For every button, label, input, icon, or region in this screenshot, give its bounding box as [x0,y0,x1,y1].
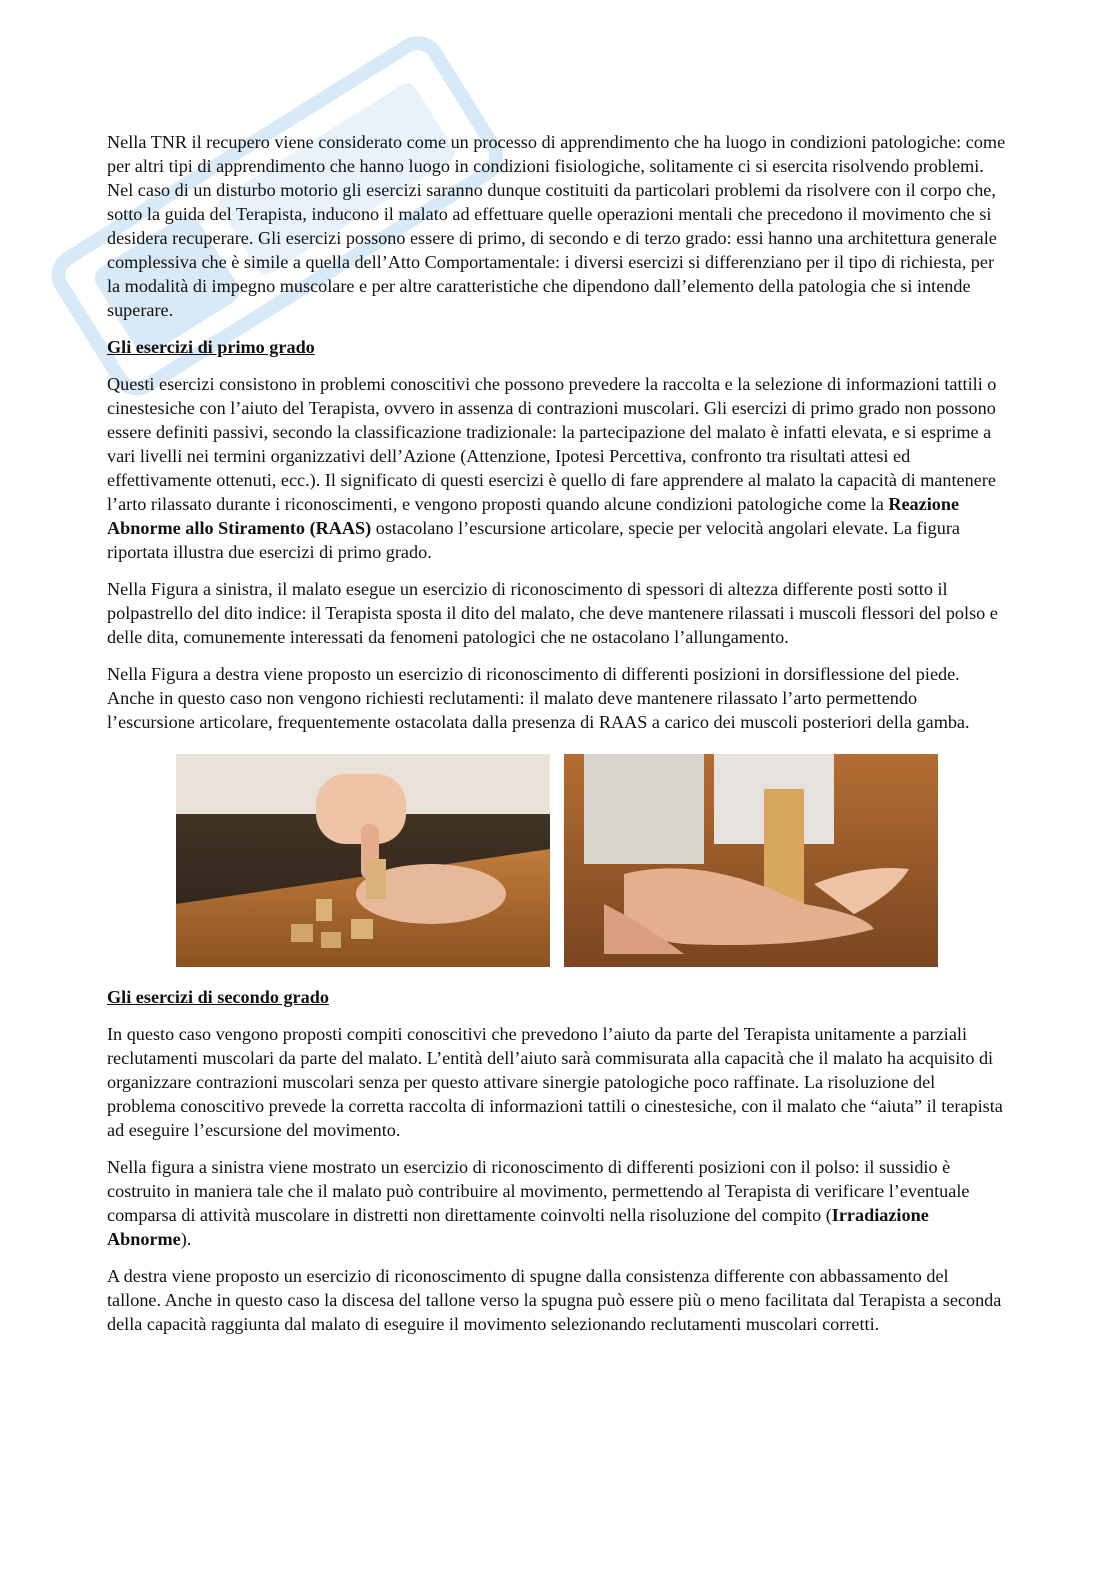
primo-grado-paragraph-1 [107,372,1007,564]
primo-grado-paragraph-2: Nella Figura a sinistra, il malato esegue un esercizio di riconoscimento di spessori di altezza differente posti sotto il polpastrello del dito indice: il Terapista sposta il dito del malato, che deve mantenere rilassati i muscoli flessori del polso e delle dita, comunemente interessati da fenomeni patologici che ne ostacolano l’allungamento. [107,579,998,647]
intro-paragraph: Nella TNR il recupero viene considerato come un processo di apprendimento che ha luogo in condizioni patologiche: come per altri tipi di apprendimento che hanno luogo in condizioni fisiologiche, solitamente ci si esercita risolvendo problemi. Nel caso di un disturbo motorio gli esercizi saranno dunque costituiti da particolari problemi da risolvere con il corpo che, sotto la guida del Terapista, inducono il malato ad effettuare quelle operazioni mentali che precedono il movimento che si desidera recuperare. Gli esercizi possono essere di primo, di secondo e di terzo grado: essi hanno una architettura generale complessiva che è simile a quella dell’Atto Comportamentale: i diversi esercizi si differenziano per il tipo di richiesta, per la modalità di impegno muscolare e per altre caratteristiche che dipendono dall’elemento della patologia che si intende superare. [107,132,1006,320]
figure-left-finger-exercise [176,754,550,967]
raas-term: Reazione Abnorme allo Stiramento (RAAS) [107,494,960,538]
document-page [107,130,1007,1349]
secondo-grado-p2-text-b: ). [180,1229,192,1249]
primo-grado-paragraph-3: Nella Figura a destra viene proposto un esercizio di riconoscimento di differenti posizioni in dorsiflessione del piede. Anche in questo caso non vengono richiesti reclutamenti: il malato deve mantenere rilassato l’arto permettendo l’escursione articolare, frequentemente ostacolata dalla presenza di RAAS a carico dei muscoli posteriori della gamba. [107,664,970,732]
figure-right-foot-exercise [564,754,938,967]
secondo-grado-paragraph-2 [107,1155,1007,1251]
secondo-grado-paragraph-1: In questo caso vengono proposti compiti conoscitivi che prevedono l’aiuto da parte del Terapista unitamente a parziali reclutamenti muscolari da parte del malato. L’entità dell’aiuto sarà commisurata alla capacità che il malato ha acquisito di organizzare contrazioni muscolari senza per questo attivare sinergie patologiche poco raffinate. La risoluzione del problema conoscitivo prevede la corretta raccolta di informazioni tattili o cinestesiche, con il malato che “aiuta” il terapista ad eseguire l’escursione del movimento. [107,1024,1003,1140]
heading-secondo-grado: Gli esercizi di secondo grado [107,987,329,1007]
secondo-grado-p2-text-a: Nella figura a sinistra viene mostrato un esercizio di riconoscimento di differenti posizioni con il polso: il sussidio è costruito in maniera tale che il malato può contribuire al movimento, permettendo al Terapista di verificare l’eventuale comparsa di attività muscolare in distretti non direttamente coinvolti nella risoluzione del compito ( [107,1157,970,1225]
secondo-grado-paragraph-3: A destra viene proposto un esercizio di riconoscimento di spugne dalla consistenza differente con abbassamento del tallone. Anche in questo caso la discesa del tallone verso la spugna può essere più o meno facilitata dal Terapista a seconda della capacità raggiunta dal malato di eseguire il movimento selezionando reclutamenti muscolari corretti. [107,1266,1002,1334]
heading-primo-grado: Gli esercizi di primo grado [107,337,315,357]
primo-grado-p1-text-a: Questi esercizi consistono in problemi conoscitivi che possono prevedere la raccolta e la selezione di informazioni tattili o cinestesiche con l’aiuto del Terapista, ovvero in assenza di contrazioni muscolari. Gli esercizi di primo grado non possono essere definiti passivi, secondo la classificazione tradizionale: la partecipazione del malato è infatti elevata, e si esprime a vari livelli nei termini organizzativi dell’Azione (Attenzione, Ipotesi Percettiva, confronto tra risultati attesi ed effettivamente ottenuti, ecc.). Il significato di questi esercizi è quello di fare apprendere al malato la capacità di mantenere l’arto rilassato durante i riconoscimenti, e vengono proposti quando alcune condizioni patologiche come la [107,374,997,514]
figures-row [107,754,1007,967]
primo-grado-p1-text-b: ostacolano l’escursione articolare, specie per velocità angolari elevate. La figura riportata illustra due esercizi di primo grado. [107,518,960,562]
irradiazione-term: Irradiazione Abnorme [107,1205,929,1249]
